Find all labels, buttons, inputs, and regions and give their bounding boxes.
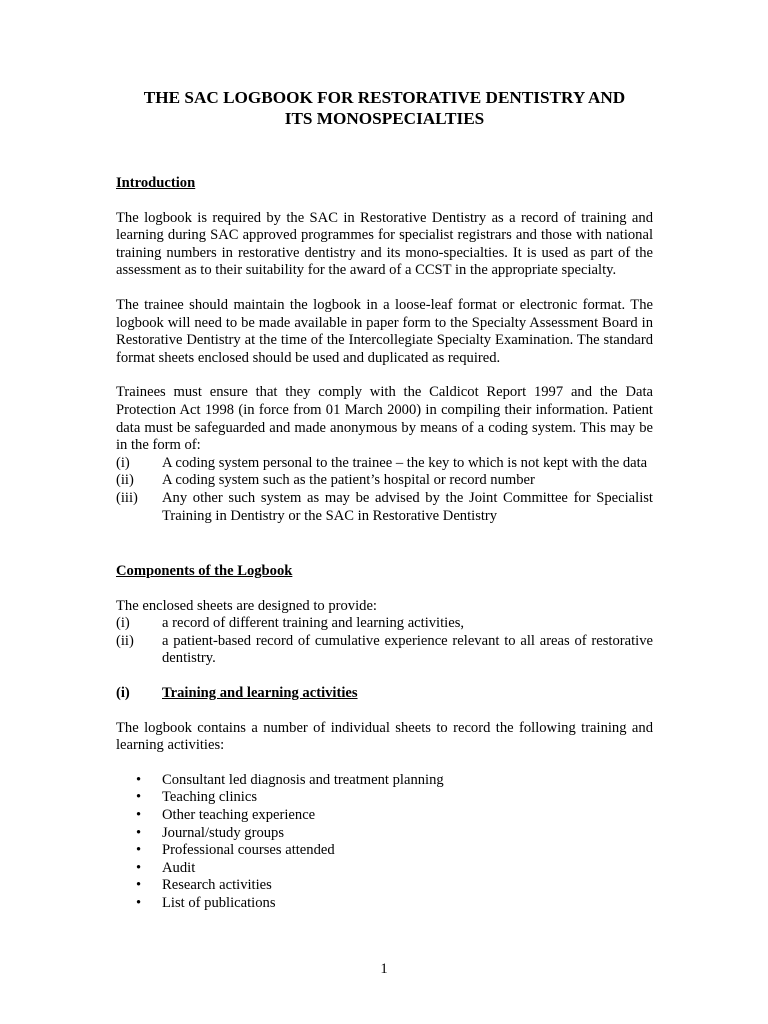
subheading-text: Training and learning activities <box>162 685 358 702</box>
list-item-text: a patient-based record of cumulative experience relevant to all areas of restorative dentistry. <box>162 632 653 667</box>
list-item-label: (iii) <box>116 489 138 506</box>
bullet-icon: • <box>136 789 142 806</box>
list-item-label: (i) <box>116 615 130 632</box>
list-item-text: a record of different training and learning activities, <box>162 615 465 632</box>
bullet-icon: • <box>136 859 142 876</box>
list-item <box>116 633 653 668</box>
list-item-label: (i) <box>116 454 130 471</box>
bullet-icon: • <box>136 877 142 894</box>
page-content <box>116 88 653 913</box>
list-item <box>116 772 653 790</box>
list-item-text: Teaching clinics <box>162 789 258 806</box>
list-item <box>116 490 653 525</box>
list-item-text: Research activities <box>162 877 272 894</box>
list-item-text: Professional courses attended <box>162 842 335 859</box>
intro-paragraph-2: The trainee should maintain the logbook in a loose-leaf format or electronic format. The logbook will need to be made available in paper form to the Specialty Assessment Board in Restorative Dentistry at the time of the Intercollegiate Specialty Examination. The standard format sheets enclosed should be used and duplicated as required. <box>116 296 653 366</box>
list-item <box>116 615 653 633</box>
bullet-icon: • <box>136 771 142 788</box>
list-item <box>116 842 653 860</box>
list-item-text: Consultant led diagnosis and treatment planning <box>162 771 444 788</box>
title-line-1: THE SAC LOGBOOK FOR RESTORATIVE DENTISTRY AND <box>143 88 626 107</box>
list-item-text: Audit <box>162 859 196 876</box>
introduction-heading: Introduction <box>116 175 196 191</box>
title-line-2: ITS MONOSPECIALTIES <box>284 108 485 128</box>
list-item <box>116 472 653 490</box>
sheets-purpose-list <box>116 615 653 668</box>
subheading-label: (i) <box>116 685 130 702</box>
list-item-text: Journal/study groups <box>162 824 285 841</box>
list-item <box>116 877 653 895</box>
list-item-text: Any other such system as may be advised by the Joint Committee for Specialist Training in Dentistry or the SAC in Restorative Dentistry <box>162 489 653 524</box>
list-item <box>116 895 653 913</box>
components-paragraph-1: The enclosed sheets are designed to provide: <box>116 597 377 614</box>
bullet-icon: • <box>136 842 142 859</box>
list-item <box>116 455 653 473</box>
intro-paragraph-1: The logbook is required by the SAC in Restorative Dentistry as a record of training and learning during SAC approved programmes for specialist registrars and those with national training numbers in restorative dentistry and its mono-specialties. It is used as part of the assessment as to their suitability for the award of a CCST in the appropriate specialty. <box>116 209 653 279</box>
list-item <box>116 860 653 878</box>
coding-options-list <box>116 455 653 525</box>
list-item <box>116 807 653 825</box>
components-heading: Components of the Logbook <box>116 563 293 580</box>
list-item-label: (ii) <box>116 632 134 649</box>
document-title <box>96 88 673 129</box>
list-item-label: (ii) <box>116 472 134 489</box>
components-paragraph-2: The logbook contains a number of individual sheets to record the following training and learning activities: <box>116 719 653 754</box>
list-item-text: A coding system such as the patient’s hospital or record number <box>162 472 535 489</box>
page-number: 1 <box>380 961 388 977</box>
list-item <box>116 789 653 807</box>
activities-bullet-list <box>116 772 653 913</box>
bullet-icon: • <box>136 824 142 841</box>
list-item-text: A coding system personal to the trainee – the key to which is not kept with the data <box>162 454 648 471</box>
training-activities-heading <box>116 685 653 703</box>
list-item <box>116 825 653 843</box>
bullet-icon: • <box>136 895 142 911</box>
list-item-text: List of publications <box>162 895 276 911</box>
bullet-icon: • <box>136 807 142 824</box>
list-item-text: Other teaching experience <box>162 807 316 824</box>
intro-paragraph-3: Trainees must ensure that they comply with the Caldicot Report 1997 and the Data Protection Act 1998 (in force from 01 March 2000) in compiling their information. Patient data must be safeguarded and made anonymous by means of a coding system. This may be in the form of: <box>116 384 653 454</box>
